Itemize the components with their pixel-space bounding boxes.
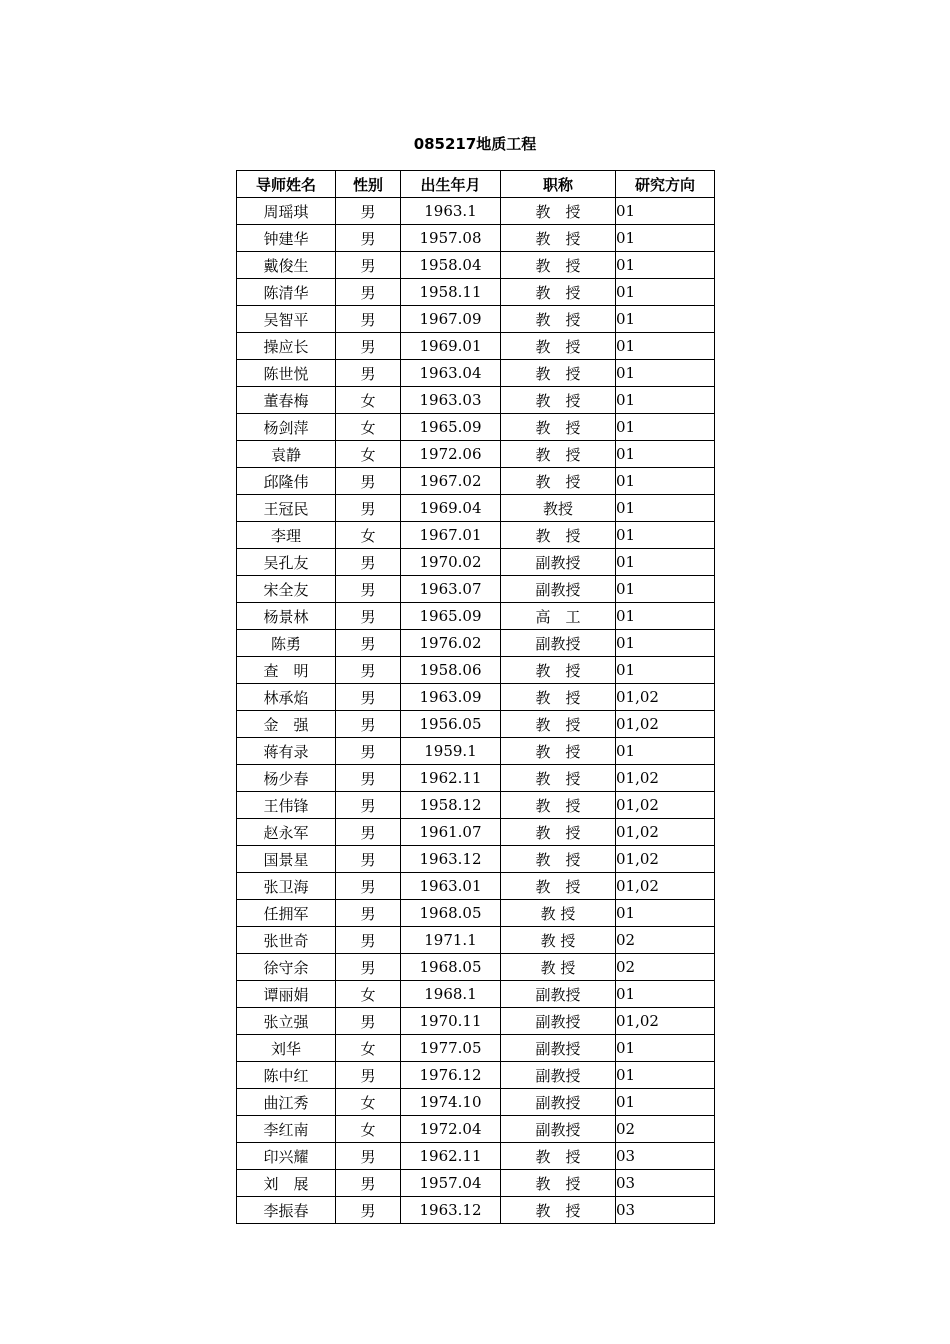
advisor-name-cell: 宋全友 xyxy=(237,576,336,603)
research-direction-cell: 01 xyxy=(616,495,715,522)
birth-date-cell: 1967.01 xyxy=(401,522,501,549)
gender-cell: 男 xyxy=(336,495,401,522)
advisor-name-cell: 周瑶琪 xyxy=(237,198,336,225)
table-row xyxy=(237,549,715,576)
birth-date-cell: 1970.02 xyxy=(401,549,501,576)
advisor-name-cell: 陈勇 xyxy=(237,630,336,657)
gender-cell: 男 xyxy=(336,927,401,954)
advisor-name-cell: 任拥军 xyxy=(237,900,336,927)
advisor-name-cell: 刘 展 xyxy=(237,1170,336,1197)
academic-title-cell: 教 授 xyxy=(501,441,616,468)
birth-date-cell: 1963.12 xyxy=(401,1197,501,1224)
research-direction-cell: 03 xyxy=(616,1143,715,1170)
birth-date-cell: 1962.11 xyxy=(401,765,501,792)
table-row xyxy=(237,981,715,1008)
research-direction-cell: 01 xyxy=(616,441,715,468)
gender-cell: 男 xyxy=(336,1062,401,1089)
research-direction-cell: 01,02 xyxy=(616,765,715,792)
academic-title-cell: 教 授 xyxy=(501,657,616,684)
header-advisor-name: 导师姓名 xyxy=(237,171,336,198)
research-direction-cell: 01 xyxy=(616,333,715,360)
gender-cell: 男 xyxy=(336,603,401,630)
gender-cell: 男 xyxy=(336,792,401,819)
gender-cell: 女 xyxy=(336,1089,401,1116)
advisor-name-cell: 吴智平 xyxy=(237,306,336,333)
academic-title-cell: 教 授 xyxy=(501,1143,616,1170)
advisor-name-cell: 戴俊生 xyxy=(237,252,336,279)
birth-date-cell: 1965.09 xyxy=(401,603,501,630)
academic-title-cell: 副教授 xyxy=(501,1062,616,1089)
advisor-name-cell: 杨景林 xyxy=(237,603,336,630)
table-row xyxy=(237,468,715,495)
gender-cell: 男 xyxy=(336,657,401,684)
academic-title-cell: 教 授 xyxy=(501,792,616,819)
academic-title-cell: 副教授 xyxy=(501,1035,616,1062)
gender-cell: 男 xyxy=(336,711,401,738)
birth-date-cell: 1976.12 xyxy=(401,1062,501,1089)
academic-title-cell: 教 授 xyxy=(501,900,616,927)
advisor-name-cell: 陈清华 xyxy=(237,279,336,306)
research-direction-cell: 01,02 xyxy=(616,792,715,819)
academic-title-cell: 副教授 xyxy=(501,1116,616,1143)
gender-cell: 男 xyxy=(336,738,401,765)
gender-cell: 男 xyxy=(336,846,401,873)
table-row xyxy=(237,792,715,819)
research-direction-cell: 01 xyxy=(616,657,715,684)
table-row xyxy=(237,900,715,927)
gender-cell: 男 xyxy=(336,819,401,846)
research-direction-cell: 01 xyxy=(616,981,715,1008)
research-direction-cell: 01 xyxy=(616,306,715,333)
table-row xyxy=(237,522,715,549)
academic-title-cell: 教 授 xyxy=(501,198,616,225)
table-row xyxy=(237,819,715,846)
gender-cell: 男 xyxy=(336,333,401,360)
gender-cell: 男 xyxy=(336,630,401,657)
academic-title-cell: 教 授 xyxy=(501,711,616,738)
academic-title-cell: 教 授 xyxy=(501,954,616,981)
advisor-name-cell: 李红南 xyxy=(237,1116,336,1143)
birth-date-cell: 1967.09 xyxy=(401,306,501,333)
advisor-name-cell: 邱隆伟 xyxy=(237,468,336,495)
table-row xyxy=(237,603,715,630)
birth-date-cell: 1962.11 xyxy=(401,1143,501,1170)
table-row xyxy=(237,630,715,657)
research-direction-cell: 01 xyxy=(616,1089,715,1116)
advisor-name-cell: 查 明 xyxy=(237,657,336,684)
academic-title-cell: 副教授 xyxy=(501,981,616,1008)
birth-date-cell: 1972.04 xyxy=(401,1116,501,1143)
gender-cell: 男 xyxy=(336,873,401,900)
advisor-name-cell: 袁静 xyxy=(237,441,336,468)
research-direction-cell: 03 xyxy=(616,1170,715,1197)
academic-title-cell: 教 授 xyxy=(501,279,616,306)
academic-title-cell: 教 授 xyxy=(501,765,616,792)
gender-cell: 女 xyxy=(336,981,401,1008)
gender-cell: 男 xyxy=(336,765,401,792)
gender-cell: 女 xyxy=(336,1116,401,1143)
advisor-name-cell: 金 强 xyxy=(237,711,336,738)
research-direction-cell: 01 xyxy=(616,1062,715,1089)
advisor-name-cell: 陈世悦 xyxy=(237,360,336,387)
birth-date-cell: 1967.02 xyxy=(401,468,501,495)
academic-title-cell: 副教授 xyxy=(501,1089,616,1116)
academic-title-cell: 教 授 xyxy=(501,819,616,846)
table-row xyxy=(237,387,715,414)
research-direction-cell: 01 xyxy=(616,603,715,630)
academic-title-cell: 教 授 xyxy=(501,468,616,495)
gender-cell: 女 xyxy=(336,441,401,468)
table-row xyxy=(237,765,715,792)
academic-title-cell: 教 授 xyxy=(501,360,616,387)
table-row xyxy=(237,1116,715,1143)
gender-cell: 男 xyxy=(336,1170,401,1197)
header-birth-date: 出生年月 xyxy=(401,171,501,198)
table-row xyxy=(237,198,715,225)
research-direction-cell: 01,02 xyxy=(616,819,715,846)
advisor-name-cell: 王伟锋 xyxy=(237,792,336,819)
table-row xyxy=(237,495,715,522)
research-direction-cell: 03 xyxy=(616,1197,715,1224)
table-header-row xyxy=(237,171,715,198)
birth-date-cell: 1958.06 xyxy=(401,657,501,684)
academic-title-cell: 教 授 xyxy=(501,333,616,360)
advisor-name-cell: 徐守余 xyxy=(237,954,336,981)
academic-title-cell: 副教授 xyxy=(501,630,616,657)
advisor-name-cell: 杨剑萍 xyxy=(237,414,336,441)
birth-date-cell: 1963.12 xyxy=(401,846,501,873)
research-direction-cell: 02 xyxy=(616,954,715,981)
table-row xyxy=(237,1089,715,1116)
advisor-name-cell: 吴孔友 xyxy=(237,549,336,576)
academic-title-cell: 教 授 xyxy=(501,306,616,333)
advisor-name-cell: 刘华 xyxy=(237,1035,336,1062)
research-direction-cell: 02 xyxy=(616,927,715,954)
table-row xyxy=(237,414,715,441)
birth-date-cell: 1965.09 xyxy=(401,414,501,441)
academic-title-cell: 副教授 xyxy=(501,549,616,576)
table-row xyxy=(237,1035,715,1062)
advisor-name-cell: 钟建华 xyxy=(237,225,336,252)
birth-date-cell: 1961.07 xyxy=(401,819,501,846)
birth-date-cell: 1976.02 xyxy=(401,630,501,657)
birth-date-cell: 1968.1 xyxy=(401,981,501,1008)
gender-cell: 女 xyxy=(336,414,401,441)
table-row xyxy=(237,927,715,954)
gender-cell: 男 xyxy=(336,225,401,252)
table-row xyxy=(237,738,715,765)
birth-date-cell: 1974.10 xyxy=(401,1089,501,1116)
research-direction-cell: 01 xyxy=(616,225,715,252)
table-row xyxy=(237,306,715,333)
table-row xyxy=(237,225,715,252)
birth-date-cell: 1959.1 xyxy=(401,738,501,765)
table-row xyxy=(237,1197,715,1224)
academic-title-cell: 教 授 xyxy=(501,846,616,873)
gender-cell: 男 xyxy=(336,306,401,333)
academic-title-cell: 副教授 xyxy=(501,1008,616,1035)
research-direction-cell: 01 xyxy=(616,522,715,549)
birth-date-cell: 1957.04 xyxy=(401,1170,501,1197)
research-direction-cell: 01 xyxy=(616,738,715,765)
academic-title-cell: 高 工 xyxy=(501,603,616,630)
birth-date-cell: 1963.01 xyxy=(401,873,501,900)
header-research-direction: 研究方向 xyxy=(616,171,715,198)
birth-date-cell: 1957.08 xyxy=(401,225,501,252)
academic-title-cell: 教 授 xyxy=(501,225,616,252)
gender-cell: 女 xyxy=(336,522,401,549)
gender-cell: 男 xyxy=(336,1197,401,1224)
advisor-name-cell: 曲江秀 xyxy=(237,1089,336,1116)
table-row xyxy=(237,1143,715,1170)
gender-cell: 男 xyxy=(336,684,401,711)
research-direction-cell: 01,02 xyxy=(616,684,715,711)
birth-date-cell: 1977.05 xyxy=(401,1035,501,1062)
academic-title-cell: 教 授 xyxy=(501,252,616,279)
gender-cell: 男 xyxy=(336,198,401,225)
academic-title-cell: 教 授 xyxy=(501,1170,616,1197)
gender-cell: 女 xyxy=(336,387,401,414)
research-direction-cell: 01 xyxy=(616,468,715,495)
birth-date-cell: 1969.01 xyxy=(401,333,501,360)
birth-date-cell: 1968.05 xyxy=(401,900,501,927)
birth-date-cell: 1958.12 xyxy=(401,792,501,819)
table-row xyxy=(237,279,715,306)
birth-date-cell: 1958.04 xyxy=(401,252,501,279)
gender-cell: 男 xyxy=(336,1143,401,1170)
advisor-name-cell: 张卫海 xyxy=(237,873,336,900)
gender-cell: 男 xyxy=(336,252,401,279)
table-row xyxy=(237,360,715,387)
birth-date-cell: 1958.11 xyxy=(401,279,501,306)
birth-date-cell: 1963.04 xyxy=(401,360,501,387)
advisor-name-cell: 赵永军 xyxy=(237,819,336,846)
research-direction-cell: 02 xyxy=(616,1116,715,1143)
birth-date-cell: 1969.04 xyxy=(401,495,501,522)
advisor-name-cell: 张世奇 xyxy=(237,927,336,954)
table-row xyxy=(237,846,715,873)
birth-date-cell: 1972.06 xyxy=(401,441,501,468)
header-gender: 性别 xyxy=(336,171,401,198)
table-row xyxy=(237,954,715,981)
academic-title-cell: 副教授 xyxy=(501,576,616,603)
research-direction-cell: 01,02 xyxy=(616,873,715,900)
research-direction-cell: 01 xyxy=(616,900,715,927)
gender-cell: 男 xyxy=(336,954,401,981)
research-direction-cell: 01 xyxy=(616,387,715,414)
gender-cell: 男 xyxy=(336,576,401,603)
research-direction-cell: 01,02 xyxy=(616,711,715,738)
table-row xyxy=(237,576,715,603)
advisor-name-cell: 陈中红 xyxy=(237,1062,336,1089)
academic-title-cell: 教 授 xyxy=(501,414,616,441)
table-row xyxy=(237,1008,715,1035)
table-row xyxy=(237,333,715,360)
table-row xyxy=(237,684,715,711)
academic-title-cell: 教 授 xyxy=(501,684,616,711)
academic-title-cell: 教 授 xyxy=(501,738,616,765)
research-direction-cell: 01 xyxy=(616,414,715,441)
gender-cell: 男 xyxy=(336,900,401,927)
research-direction-cell: 01 xyxy=(616,198,715,225)
gender-cell: 男 xyxy=(336,468,401,495)
birth-date-cell: 1968.05 xyxy=(401,954,501,981)
advisor-name-cell: 谭丽娟 xyxy=(237,981,336,1008)
academic-title-cell: 教 授 xyxy=(501,1197,616,1224)
academic-title-cell: 教 授 xyxy=(501,522,616,549)
table-row xyxy=(237,252,715,279)
academic-title-cell: 教 授 xyxy=(501,927,616,954)
advisor-table xyxy=(236,170,715,1224)
research-direction-cell: 01 xyxy=(616,1035,715,1062)
academic-title-cell: 教授 xyxy=(501,495,616,522)
birth-date-cell: 1970.11 xyxy=(401,1008,501,1035)
advisor-name-cell: 李理 xyxy=(237,522,336,549)
gender-cell: 男 xyxy=(336,1008,401,1035)
research-direction-cell: 01 xyxy=(616,252,715,279)
birth-date-cell: 1963.03 xyxy=(401,387,501,414)
research-direction-cell: 01,02 xyxy=(616,846,715,873)
research-direction-cell: 01 xyxy=(616,549,715,576)
advisor-name-cell: 杨少春 xyxy=(237,765,336,792)
document-title: 085217地质工程 xyxy=(413,135,537,153)
research-direction-cell: 01 xyxy=(616,360,715,387)
advisor-name-cell: 印兴耀 xyxy=(237,1143,336,1170)
advisor-name-cell: 国景星 xyxy=(237,846,336,873)
table-body xyxy=(237,198,715,1224)
research-direction-cell: 01 xyxy=(616,576,715,603)
advisor-name-cell: 李振春 xyxy=(237,1197,336,1224)
birth-date-cell: 1963.09 xyxy=(401,684,501,711)
table-row xyxy=(237,711,715,738)
table-row xyxy=(237,873,715,900)
gender-cell: 男 xyxy=(336,360,401,387)
research-direction-cell: 01,02 xyxy=(616,1008,715,1035)
research-direction-cell: 01 xyxy=(616,630,715,657)
advisor-name-cell: 董春梅 xyxy=(237,387,336,414)
advisor-name-cell: 蒋有录 xyxy=(237,738,336,765)
header-academic-title: 职称 xyxy=(501,171,616,198)
birth-date-cell: 1963.1 xyxy=(401,198,501,225)
table-row xyxy=(237,657,715,684)
gender-cell: 女 xyxy=(336,1035,401,1062)
research-direction-cell: 01 xyxy=(616,279,715,306)
birth-date-cell: 1956.05 xyxy=(401,711,501,738)
academic-title-cell: 教 授 xyxy=(501,387,616,414)
birth-date-cell: 1971.1 xyxy=(401,927,501,954)
table-row xyxy=(237,1062,715,1089)
table-row xyxy=(237,1170,715,1197)
gender-cell: 男 xyxy=(336,549,401,576)
academic-title-cell: 教 授 xyxy=(501,873,616,900)
advisor-name-cell: 林承焰 xyxy=(237,684,336,711)
advisor-name-cell: 王冠民 xyxy=(237,495,336,522)
gender-cell: 男 xyxy=(336,279,401,306)
birth-date-cell: 1963.07 xyxy=(401,576,501,603)
advisor-name-cell: 操应长 xyxy=(237,333,336,360)
advisor-name-cell: 张立强 xyxy=(237,1008,336,1035)
table-row xyxy=(237,441,715,468)
